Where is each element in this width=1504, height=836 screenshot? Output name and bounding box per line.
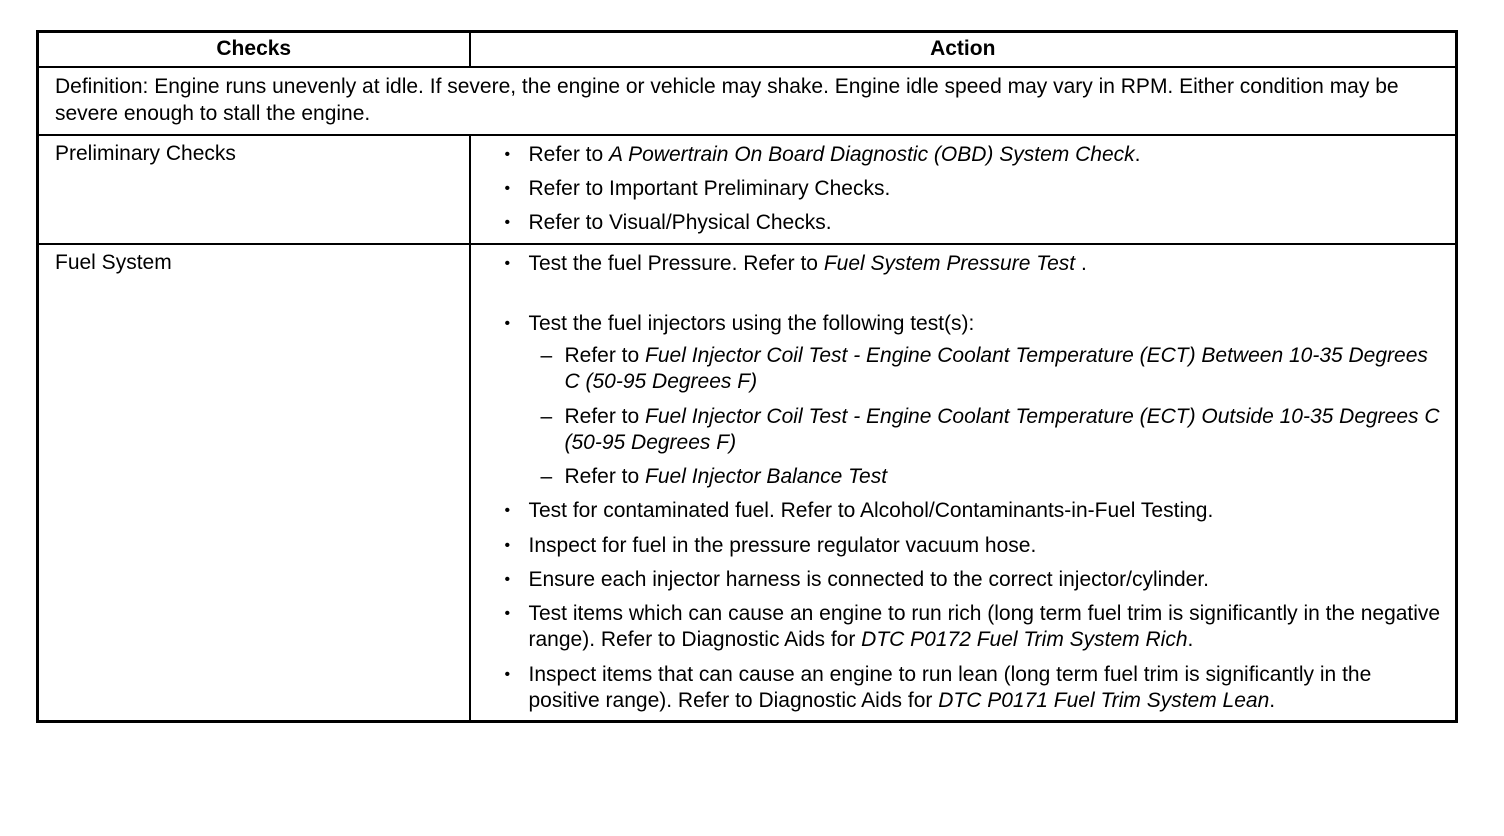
- bullet-icon: •: [504, 254, 511, 272]
- preliminary-checks-label: Preliminary Checks: [38, 135, 470, 244]
- bullet-icon: •: [504, 314, 511, 332]
- list-item: [505, 567, 1446, 593]
- dash-icon: –: [540, 465, 553, 488]
- list-item: [505, 533, 1446, 559]
- bullet-icon: •: [504, 665, 511, 683]
- diagnostic-table: [36, 30, 1458, 723]
- bullet-icon: •: [504, 570, 511, 588]
- item-text: Refer to Visual/Physical Checks.: [528, 211, 832, 235]
- list-item: [505, 210, 1446, 236]
- item-reference: DTC P0172 Fuel Trim System Rich: [861, 628, 1188, 652]
- item-text: Refer to: [528, 142, 610, 166]
- item-reference: Fuel Injector Coil Test - Engine Coolant Temperature (ECT) Between 10-35 Degrees C (50-95 Degrees F): [564, 344, 1428, 394]
- item-text: Ensure each injector harness is connected to the correct injector/cylinder.: [528, 567, 1210, 591]
- item-text: Refer to: [564, 344, 646, 367]
- fuel-system-actions: [470, 244, 1457, 722]
- definition-row: [38, 67, 1457, 135]
- dash-icon: –: [540, 404, 553, 428]
- item-text: Inspect for fuel in the pressure regulator vacuum hose.: [528, 533, 1037, 557]
- item-text: Test items which can cause an engine to run rich (long term fuel trim is significantly in the negative range). Refer to Diagnostic Aids for: [528, 602, 1441, 652]
- dash-icon: –: [540, 344, 553, 367]
- item-text: Inspect items that can cause an engine to run lean (long term fuel trim is significantly in the positive range). Refer to Diagnostic Aids for: [528, 662, 1372, 712]
- bullet-icon: •: [504, 536, 511, 554]
- item-reference: Fuel Injector Balance Test: [645, 465, 888, 488]
- bullet-icon: •: [504, 214, 511, 232]
- list-item: [505, 662, 1446, 715]
- item-text: Refer to Important Preliminary Checks.: [528, 177, 891, 200]
- checks-header: Checks: [38, 32, 470, 68]
- sub-list: [529, 343, 1446, 490]
- definition-text: Definition: Engine runs unevenly at idle. If severe, the engine or vehicle may shake. Engine idle speed may vary in RPM. Either condition may be severe enough to stall the engine.: [38, 67, 1457, 135]
- fuel-system-label: Fuel System: [38, 244, 470, 722]
- item-reference: Fuel System Pressure Test: [823, 251, 1076, 275]
- list-item: [505, 251, 1446, 277]
- preliminary-checks-row: [38, 135, 1457, 244]
- sub-list-item: [541, 464, 1446, 490]
- header-row: [38, 32, 1457, 68]
- item-suffix: .: [1075, 251, 1087, 275]
- preliminary-actions: [470, 135, 1457, 244]
- item-reference: DTC P0171 Fuel Trim System Lean: [938, 688, 1270, 712]
- bullet-icon: •: [504, 145, 511, 163]
- bullet-icon: •: [504, 180, 511, 197]
- item-suffix: .: [1134, 142, 1141, 166]
- item-text: Test for contaminated fuel. Refer to Alcohol/Contaminants-in-Fuel Testing.: [528, 499, 1214, 523]
- item-text: Refer to: [564, 465, 646, 488]
- action-header: Action: [470, 32, 1457, 68]
- bullet-icon: •: [504, 605, 511, 622]
- item-text: Refer to: [564, 404, 646, 428]
- item-reference: A Powertrain On Board Diagnostic (OBD) System Check: [609, 142, 1135, 166]
- list-item: [505, 142, 1446, 168]
- item-suffix: .: [1187, 628, 1194, 652]
- bullet-icon: •: [504, 502, 511, 520]
- list-item: [505, 498, 1446, 524]
- item-reference: Fuel Injector Coil Test - Engine Coolant Temperature (ECT) Outside 10-35 Degrees C (50-95 Degrees F): [564, 404, 1440, 454]
- item-suffix: .: [1269, 688, 1276, 712]
- sub-list-item: [541, 404, 1446, 457]
- item-text: Test the fuel Pressure. Refer to: [528, 251, 824, 275]
- list-item: [505, 601, 1446, 654]
- list-item: [505, 311, 1446, 491]
- item-text: Test the fuel injectors using the following test(s):: [528, 311, 975, 335]
- list-item: [505, 176, 1446, 202]
- fuel-system-row: [38, 244, 1457, 722]
- sub-list-item: [541, 343, 1446, 396]
